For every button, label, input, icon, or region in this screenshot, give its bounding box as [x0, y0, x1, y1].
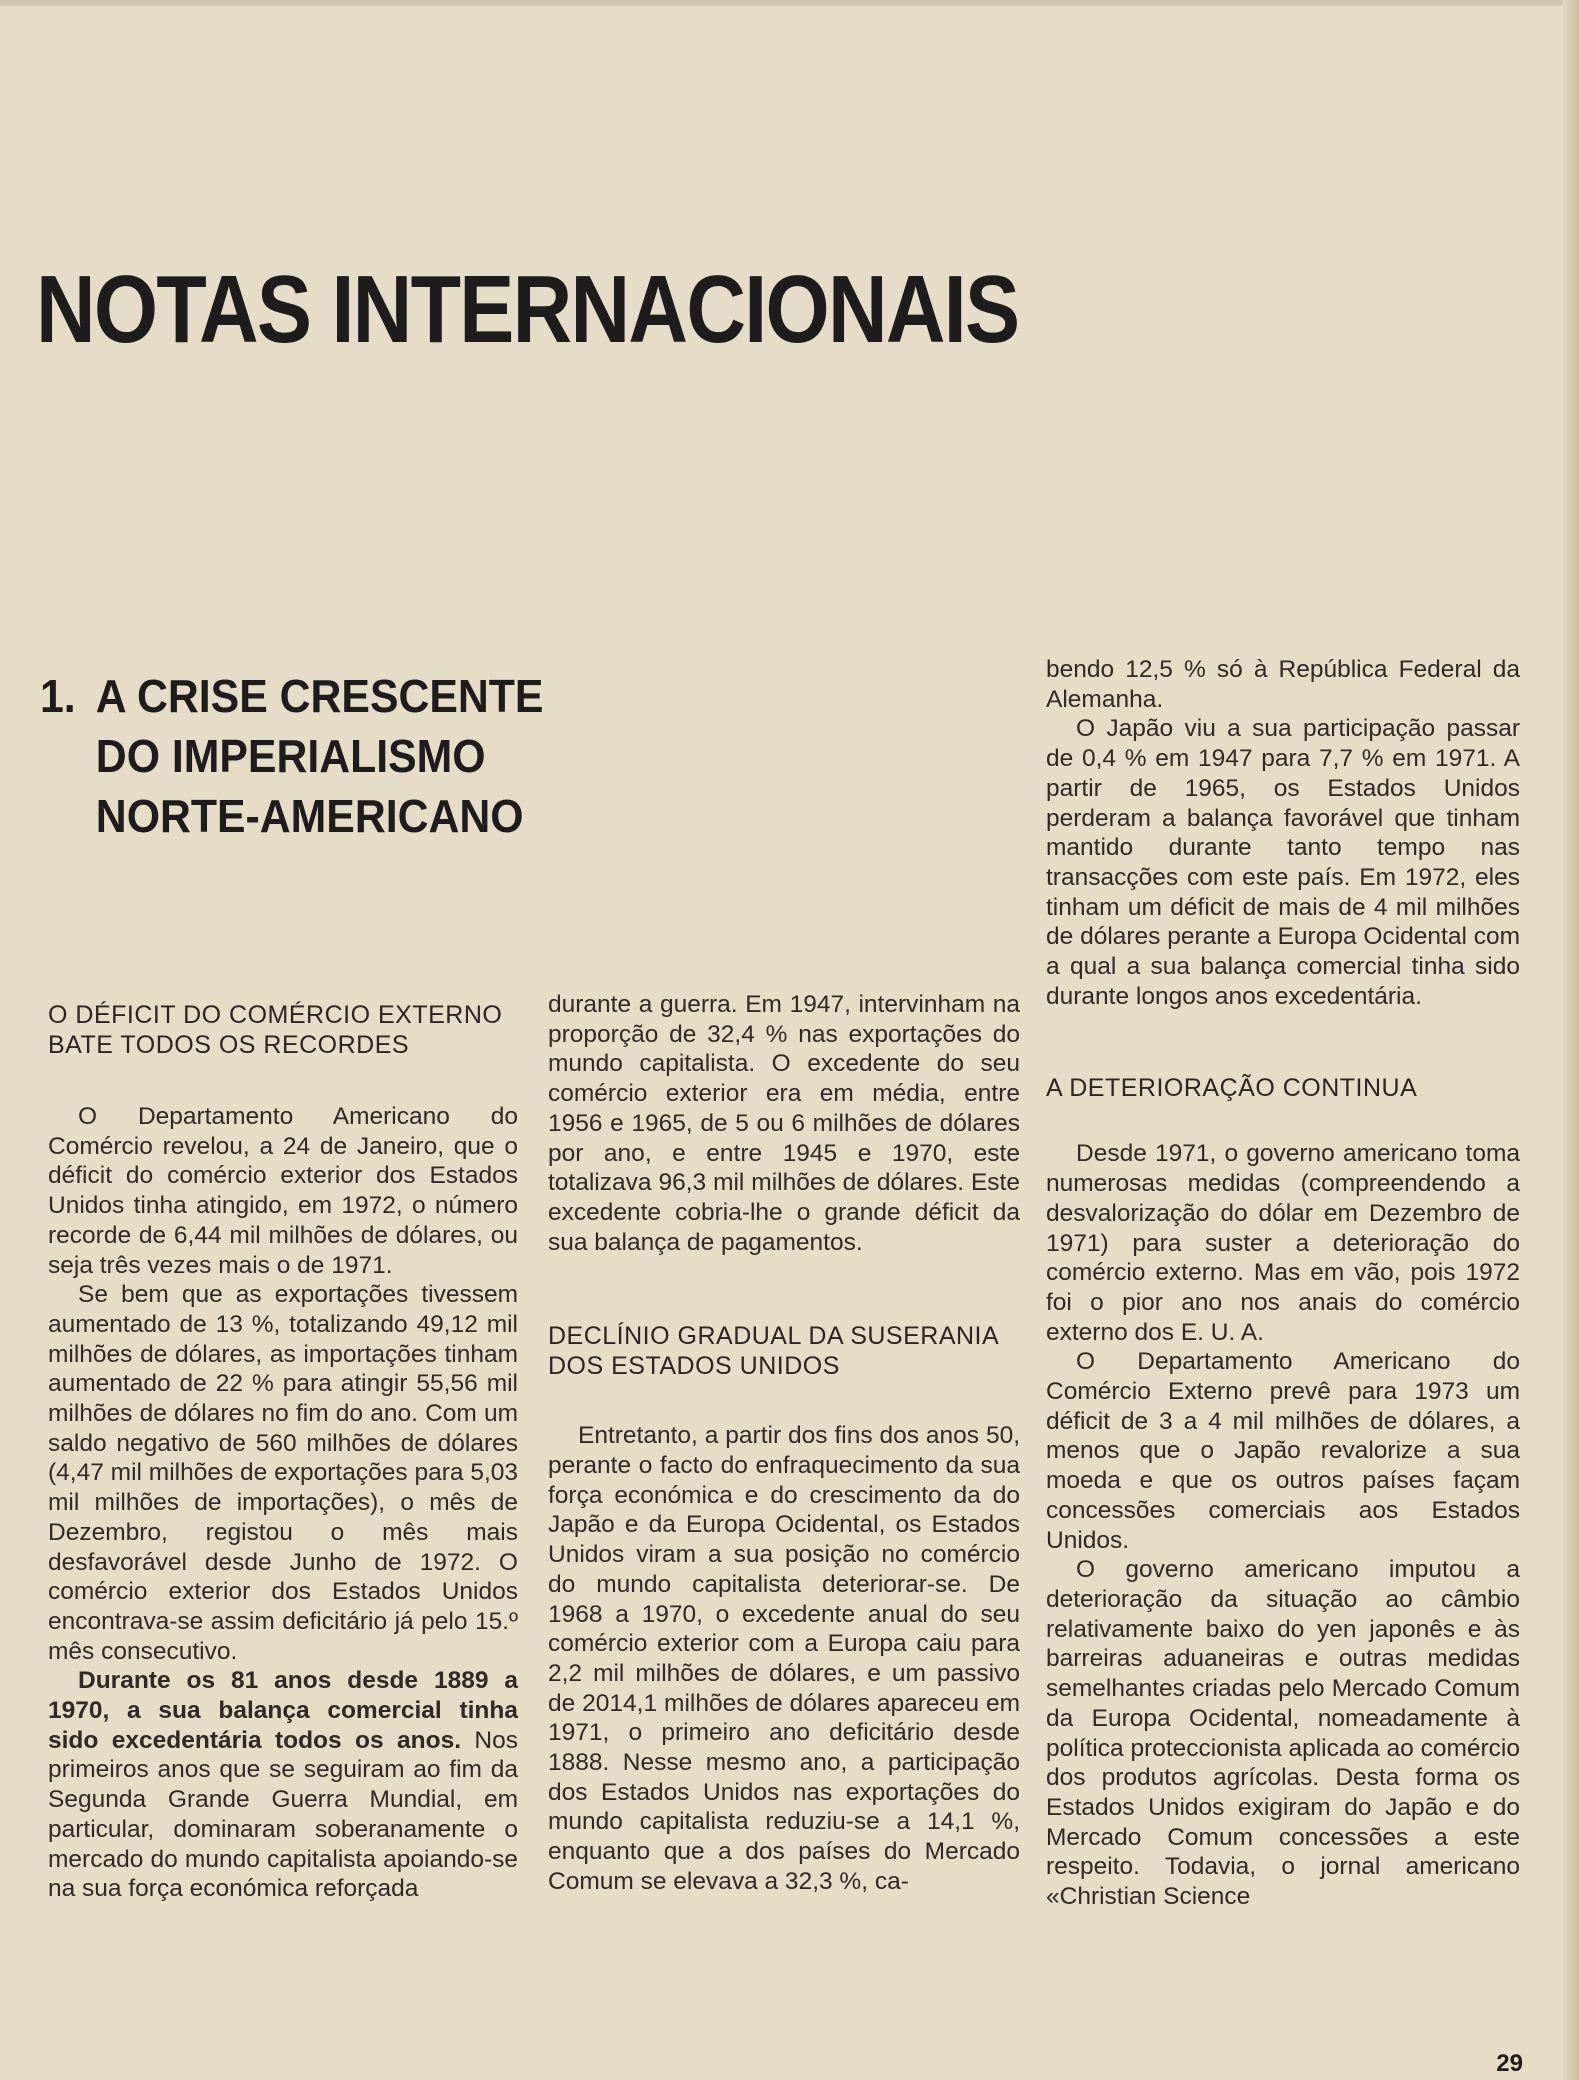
paragraph: O Departamento Americano do Comércio revelou, a 24 de Janeiro, que o déficit do comércio exterior dos Estados Unidos tinha atingido, em 1972, o número recorde de 6,44 mil milhões de dólares, ou seja três vezes mais o de 1971. — [48, 1103, 518, 1279]
subheading-deterioracao: A DETERIORAÇÃO CONTINUA — [1046, 1074, 1418, 1103]
subheading-declinio: DECLÍNIO GRADUAL DA SUSERANIA DOS ESTADOS UNIDOS — [548, 1322, 998, 1381]
section-heading — [40, 666, 581, 846]
paragraph — [48, 1666, 518, 1904]
paragraph: O Departamento Americano do Comércio Externo prevê para 1973 um déficit de 3 a 4 mil milhões de dólares, a menos que o Japão revalorize a sua moeda e que os outros países façam concessões comerciais aos Estados Unidos. — [1046, 1348, 1520, 1554]
column-1 — [48, 1000, 518, 1904]
page-top-edge — [0, 0, 1579, 6]
column-2 — [548, 990, 1020, 1897]
column-3 — [1046, 655, 1520, 1912]
page-right-edge — [1563, 0, 1579, 2080]
paragraph: Entretanto, a partir dos fins dos anos 50, perante o facto do enfraquecimento da sua força económica e do crescimento da do Japão e da Europa Ocidental, os Estados Unidos viram a sua posição no comércio do mundo capitalista deteriorar-se. De 1968 a 1970, o excedente anual do seu comércio exterior com a Europa caiu para 2,2 mil milhões de dólares, e um passivo de 2014,1 milhões de dólares apareceu em 1971, o primeiro ano deficitário desde 1888. Nesse mesmo ano, a participação dos Estados Unidos nas exportações do mundo capitalista reduziu-se a 14,1 %, enquanto que a dos países do Mercado Comum se elevava a 32,3 %, ca- — [548, 1422, 1020, 1895]
paragraph: durante a guerra. Em 1947, intervinham na proporção de 32,4 % nas exportações do mundo capitalista. O excedente do seu comércio exterior era em média, entre 1956 e 1965, de 5 ou 6 milhões de dólares por ano, e entre 1945 e 1970, este totalizava 96,3 mil milhões de dólares. Este excedente cobria-lhe o grande déficit da sua balança de pagamentos. — [548, 991, 1020, 1256]
subheading-deficit: O DÉFICIT DO COMÉRCIO EXTERNO BATE TODOS OS RECORDES — [48, 1001, 503, 1059]
page-number: 29 — [1496, 2050, 1523, 2077]
paragraph: Desde 1971, o governo americano toma numerosas medidas (compreendendo a desvalorização do dólar em Dezembro de 1971) para suster a deterioração do comércio externo. Mas em vão, pois 1972 foi o pior ano nos anais do comércio externo dos E. U. A. — [1046, 1140, 1520, 1346]
paragraph: O Japão viu a sua participação passar de 0,4 % em 1947 para 7,7 % em 1971. A partir de 1965, os Estados Unidos perderam a balança favorável que tinham mantido durante tanto tempo nas transacções com este país. Em 1972, eles tinham um déficit de mais de 4 mil milhões de dólares perante a Europa Ocidental com a qual a sua balança comercial tinha sido durante longos anos excedentária. — [1046, 715, 1520, 1010]
section-number: 1. — [40, 670, 76, 722]
paragraph-text: Nos primeiros anos que se seguiram ao fim da Segunda Grande Guerra Mundial, em particular, dominaram soberanamente o mercado do mundo capitalista apoiando-se na sua força económica reforçada — [48, 1726, 518, 1903]
emphasis-text: Durante os 81 anos desde 1889 a 1970, a sua balança comercial tinha sido excedentária todos os anos. — [48, 1667, 518, 1754]
page-title: NOTAS INTERNACIONAIS — [36, 256, 1019, 363]
section-title-line-1: A CRISE CRESCENTE — [95, 670, 544, 722]
section-heading-line-1 — [40, 666, 543, 726]
paragraph: bendo 12,5 % só à República Federal da Alemanha. — [1046, 656, 1520, 713]
section-title-line-2: DO IMPERIALISMO — [95, 730, 486, 782]
section-title-line-3: NORTE-AMERICANO — [95, 790, 524, 842]
paragraph: O governo americano imputou a deterioração da situação ao câmbio relativamente baixo do yen japonês e às barreiras aduaneiras e outras medidas semelhantes criadas pelo Mercado Comum da Europa Ocidental, nomeadamente à política proteccionista aplicada ao comércio dos produtos agrícolas. Desta forma os Estados Unidos exigiram do Japão e do Mercado Comum concessões a este respeito. Todavia, o jornal americano «Christian Science — [1046, 1556, 1520, 1911]
paragraph: Se bem que as exportações tivessem aumentado de 13 %, totalizando 49,12 mil milhões de dólares, as importações tinham aumentado de 22 % para atingir 55,56 mil milhões de dólares no fim do ano. Com um saldo negativo de 560 milhões de dólares (4,47 mil milhões de exportações para 5,03 mil milhões de importações), o mês de Dezembro, registou o mês mais desfavorável desde Junho de 1972. O comércio exterior dos Estados Unidos encontrava-se assim deficitário já pelo 15.º mês consecutivo. — [48, 1281, 518, 1665]
